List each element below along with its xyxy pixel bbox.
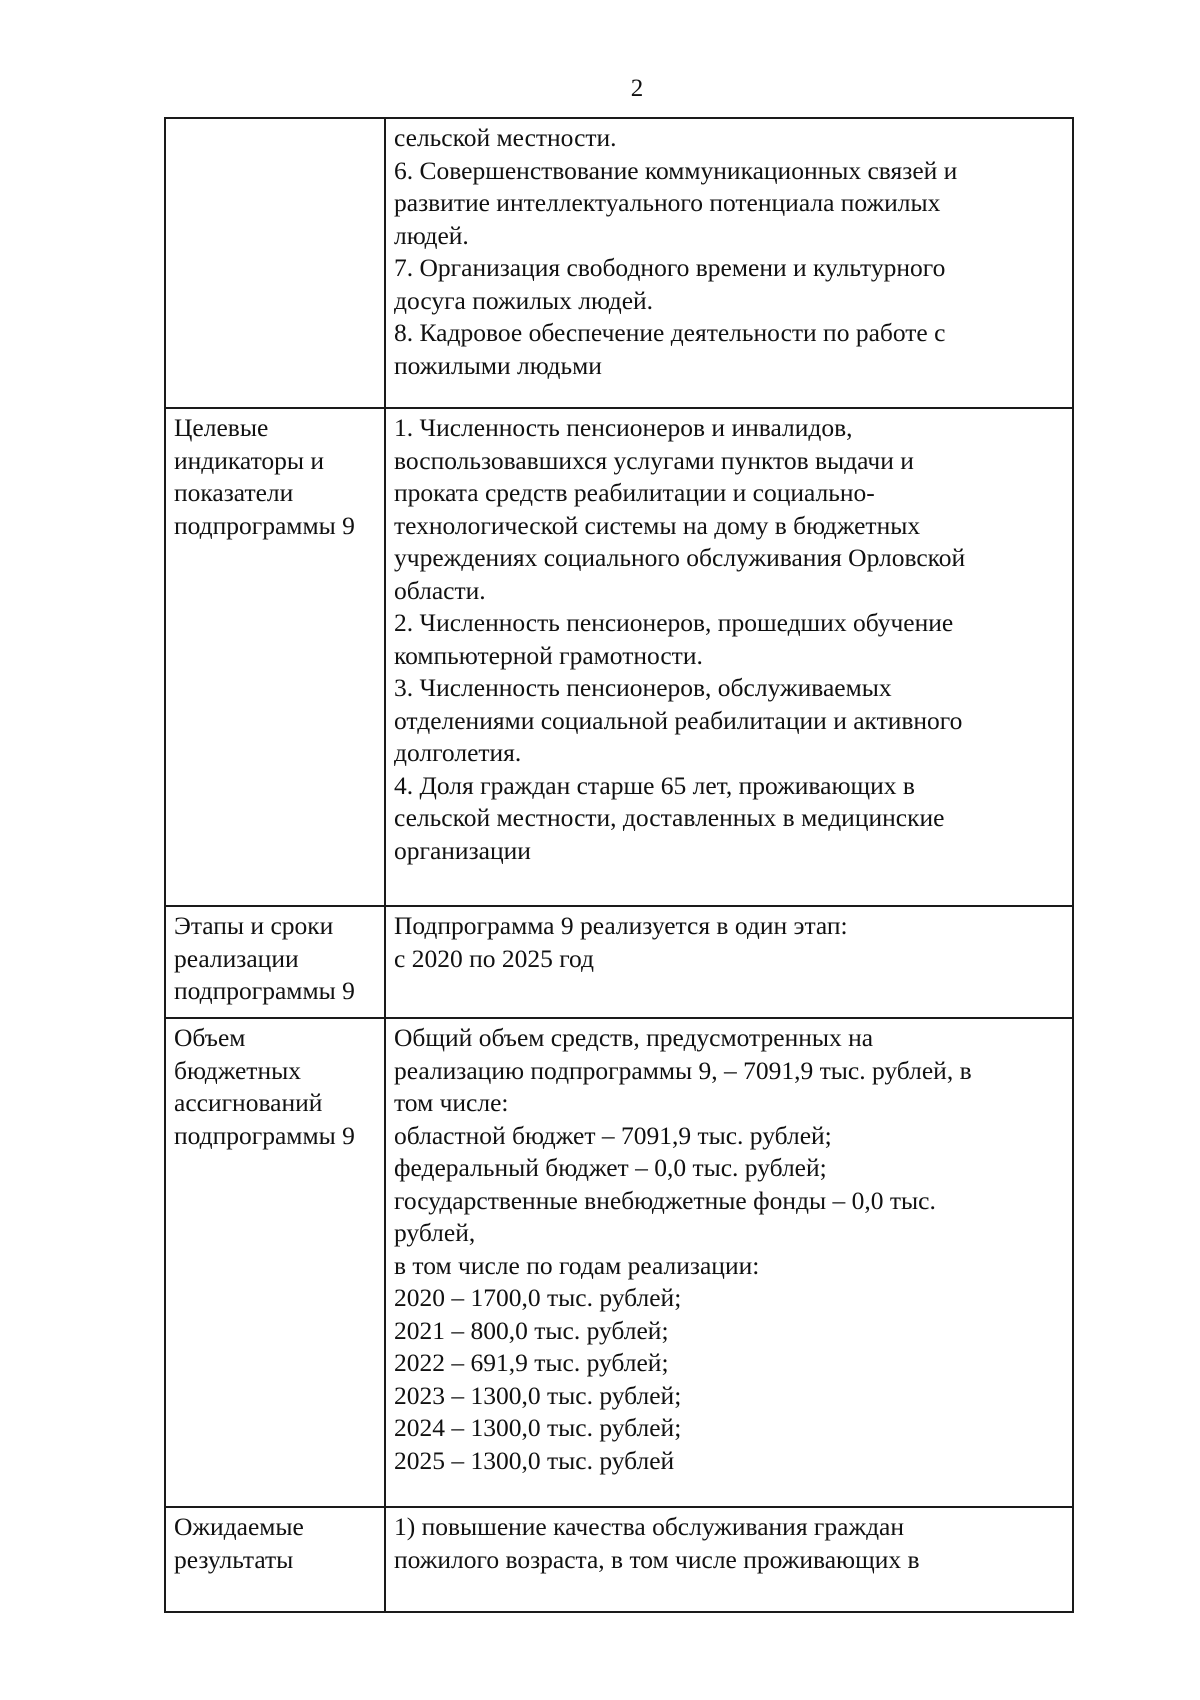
content-line: организации xyxy=(394,835,531,865)
label-line: ассигнований xyxy=(174,1088,323,1117)
content-line: людей. xyxy=(394,220,469,250)
content-line: досуга пожилых людей. xyxy=(394,285,654,315)
label-line: Объем xyxy=(174,1023,246,1052)
row-label-cell xyxy=(165,1018,385,1507)
table-row-tasks-continued xyxy=(165,118,1073,408)
content-line: 1) повышение качества обслуживания граждан xyxy=(394,1512,905,1541)
content-line: пожилого возраста, в том числе проживающих в xyxy=(394,1544,920,1574)
label-line: Ожидаемые xyxy=(174,1512,304,1541)
page-number: 2 xyxy=(630,75,644,102)
content-line: рублей, xyxy=(394,1218,476,1247)
label-line: подпрограммы 9 xyxy=(174,976,355,1005)
content-line: компьютерной грамотности. xyxy=(394,640,703,670)
content-line: 2025 – 1300,0 тыс. рублей xyxy=(394,1445,675,1475)
content-line: областной бюджет – 7091,9 тыс. рублей; xyxy=(394,1120,832,1150)
content-line: с 2020 по 2025 год xyxy=(394,943,595,973)
content-line: 1. Численность пенсионеров и инвалидов, xyxy=(394,413,853,442)
content-line: 8. Кадровое обеспечение деятельности по работе с xyxy=(394,318,946,347)
label-line: бюджетных xyxy=(174,1055,301,1085)
row-content-cell xyxy=(385,408,1073,906)
label-line: Целевые xyxy=(174,413,269,442)
label-line: Этапы и сроки xyxy=(174,911,334,940)
content-line: проката средств реабилитации и социально- xyxy=(394,478,875,507)
table-row-stages xyxy=(165,906,1073,1018)
label-line: реализации xyxy=(174,943,299,973)
label-line: подпрограммы 9 xyxy=(174,1120,355,1150)
table-row-target-indicators xyxy=(165,408,1073,906)
content-line: сельской местности. xyxy=(394,123,617,152)
content-line: федеральный бюджет – 0,0 тыс. рублей; xyxy=(394,1153,827,1182)
passport-table xyxy=(164,117,1074,1613)
label-line: результаты xyxy=(174,1544,294,1574)
content-line: сельской местности, доставленных в медицинские xyxy=(394,803,945,832)
row-label-cell xyxy=(165,1507,385,1612)
content-line: том числе: xyxy=(394,1088,509,1117)
content-line: в том числе по годам реализации: xyxy=(394,1250,760,1280)
content-line: 2. Численность пенсионеров, прошедших обучение xyxy=(394,608,954,637)
row-label-cell xyxy=(165,906,385,1018)
label-line: индикаторы и xyxy=(174,445,325,475)
row-label-cell xyxy=(165,408,385,906)
table-row-budget xyxy=(165,1018,1073,1507)
content-line: 2022 – 691,9 тыс. рублей; xyxy=(394,1348,669,1377)
row-content-cell xyxy=(385,118,1073,408)
content-line: 2020 – 1700,0 тыс. рублей; xyxy=(394,1283,682,1312)
content-line: 6. Совершенствование коммуникационных связей и xyxy=(394,155,958,185)
row-content-cell xyxy=(385,1507,1073,1612)
table-row-expected-results xyxy=(165,1507,1073,1612)
row-content-cell xyxy=(385,1018,1073,1507)
content-line: 2024 – 1300,0 тыс. рублей; xyxy=(394,1413,682,1442)
content-line: 2023 – 1300,0 тыс. рублей; xyxy=(394,1380,682,1410)
content-line: 3. Численность пенсионеров, обслуживаемых xyxy=(394,673,892,702)
content-line: реализацию подпрограммы 9, – 7091,9 тыс. рублей, в xyxy=(394,1055,972,1085)
content-line: учреждениях социального обслуживания Орловской xyxy=(394,543,966,572)
row-content-cell xyxy=(385,906,1073,1018)
content-line: 4. Доля граждан старше 65 лет, проживающих в xyxy=(394,770,915,800)
label-line: показатели xyxy=(174,478,294,507)
content-line: воспользовавшихся услугами пунктов выдачи и xyxy=(394,445,914,475)
content-line: долголетия. xyxy=(394,738,522,767)
label-line: подпрограммы 9 xyxy=(174,510,355,540)
content-line: Подпрограмма 9 реализуется в один этап: xyxy=(394,911,848,940)
content-line: государственные внебюджетные фонды – 0,0 тыс. xyxy=(394,1185,936,1215)
content-line: развитие интеллектуального потенциала пожилых xyxy=(394,188,941,217)
content-line: технологической системы на дому в бюджетных xyxy=(394,510,921,540)
content-line: пожилыми людьми xyxy=(394,350,602,380)
row-label-cell xyxy=(165,118,385,408)
content-line: 2021 – 800,0 тыс. рублей; xyxy=(394,1315,669,1345)
content-line: области. xyxy=(394,575,486,605)
content-line: 7. Организация свободного времени и культурного xyxy=(394,253,946,282)
content-line: отделениями социальной реабилитации и активного xyxy=(394,705,963,735)
content-line: Общий объем средств, предусмотренных на xyxy=(394,1023,874,1052)
